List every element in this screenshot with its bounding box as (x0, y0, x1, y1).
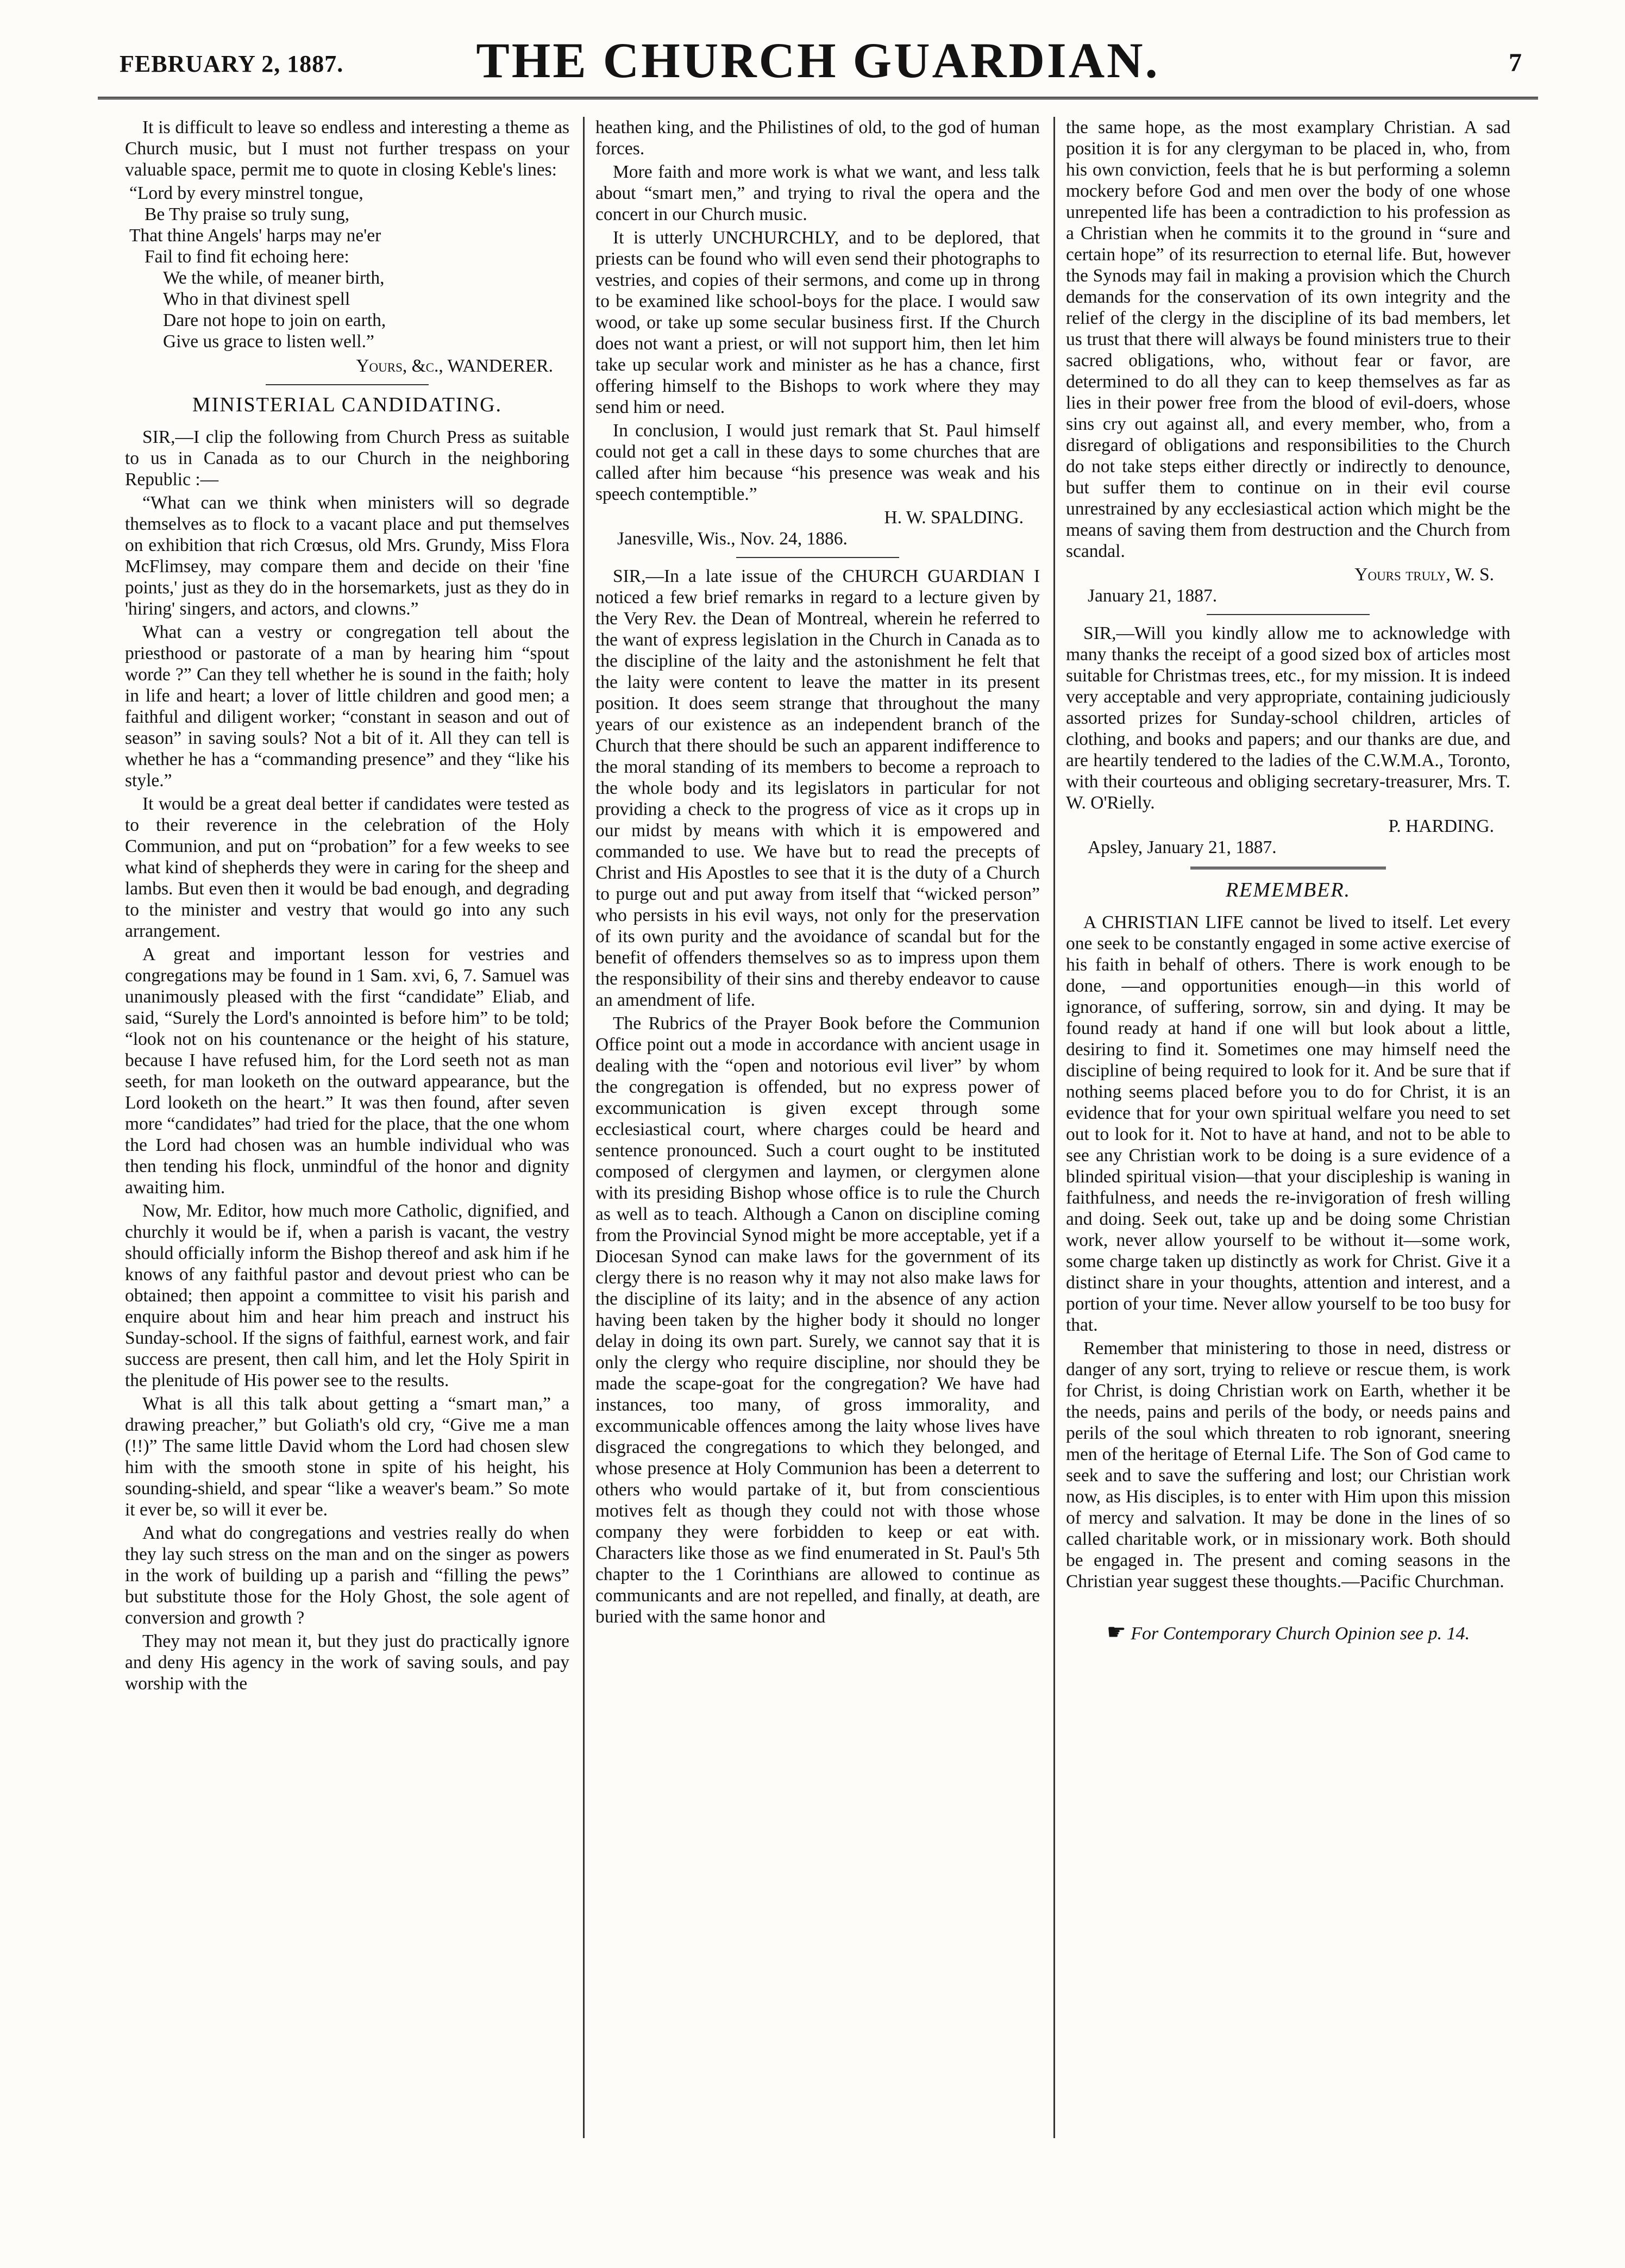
divider (266, 384, 429, 385)
poem-line: Dare not hope to join on earth, (163, 310, 386, 330)
footnote-text: For Contemporary Church Opinion see p. 14. (1131, 1624, 1470, 1644)
article-paragraph: And what do congregations and vestries really do when they lay such stress on the man and on the singer as powers in the work of building up a parish and “filling the pews” but substitute those for the Holy Ghost, the sole agent of conversion and growth ? (125, 1523, 569, 1628)
letter-paragraph: the same hope, as the most examplary Christian. A sad position it is for any clergyman to be placed in, who, from his own conviction, feels that he is but performing a solemn mockery before God and men over the body of one whose unrepented life has been a contradiction to his profession as a Christian when he commits it to the ground in “sure and certain hope” of its resurrection to eternal life. But, however the Synods may fail in making a provision which the Church demands for the conservation of its own integrity and the relief of the clergy in the discipline of its bad members, let us trust that there will always be found ministers true to their sacred obligations, who, without fear or favor, are determined to do all they can to keep themselves as far as lies in their power free from the blood of evil-doers, whose sins cry out against all, and every member, who, from a disregard of obligations and responsibilities to the Church do not take steps either directly or indirectly to denounce, but suffer them to continue on in their evil course unrestrained by any ecclesiastical action which might be the means of saving them from destruction and the Church from scandal. (1066, 117, 1510, 561)
article-paragraph: In conclusion, I would just remark that St. Paul himself could not get a call in these days to some churches that are called after him because “his presence was weak and his speech contemptible.” (595, 421, 1040, 504)
divider (1207, 614, 1370, 615)
article-paragraph: A CHRISTIAN LIFE cannot be lived to itself. Let every one seek to be constantly engaged in some active exercise of his faith in behalf of others. There is work enough to be done, —and opportunities enough—in this world of ignorance, of suffering, sorrow, sin and dying. It may be found ready at hand if one will but look about a little, desiring to find it. Sometimes one may himself need the discipline of being required to look for it. And be sure that if nothing seems placed before you to do for Christ, it is an evidence that for your own spiritual welfare you need to set out to look for it. Not to have at hand, and not to be able to see any Christian work to be doing is a sure evidence of a blinded spiritual vision—that your discipleship is waning in faithfulness, and needs the re-invigoration of fresh willing and doing. Seek out, take up and be doing some Christian work, never allow yourself to be without it—some work, some charge taken up distinctly as work for Christ. Give it a distinct share in your thoughts, attention and interest, and a portion of your time. Never allow yourself to be too busy for that. (1066, 912, 1510, 1335)
column-3 (1066, 117, 1510, 2138)
article-heading: MINISTERIAL CANDIDATING. (192, 393, 503, 416)
article-paragraph: More faith and more work is what we want, and less talk about “smart men,” and trying to rival the opera and the concert in our Church music. (595, 162, 1040, 224)
issue-date: FEBRUARY 2, 1887. (120, 51, 344, 77)
column-divider (583, 117, 585, 2138)
article-paragraph: “What can we think when ministers will so degrade themselves as to flock to a vacant place and put themselves on exhibition that rich Crœsus, old Mrs. Grundy, Miss Flora McFlimsey, may compare them and decide on their 'fine points,' just as they do in the horsemarkets, just as they do in 'hiring' singers, and actors, and clowns.” (125, 493, 569, 619)
poem-line: Be Thy praise so truly sung, (145, 204, 350, 224)
letter-paragraph: SIR,—In a late issue of the CHURCH GUARDIAN I noticed a few brief remarks in regard to a lecture given by the Very Rev. the Dean of Montreal, wherein he referred to the want of express legislation in the Church in Canada as to the discipline of the laity and the astonishment he felt that the laity were content to leave the matter in its present position. It does seem strange that throughout the many years of our existence as an independent branch of the Church that there should be such an apparent indifference to the moral standing of its members to become a reproach to the whole body and its legislators in particular for not providing a check to the progress of vice as it crops up in our midst by means with which it is empowered and commanded to use. We have but to read the precepts of Christ and His Apostles to see that it is the duty of a Church to purge out and put away from itself that “wicked person” who persists in his evil ways, not only for the preservation of its own purity and the avoidance of scandal but for the benefit of offenders themselves so as to impress upon them the responsibility of their sins and thereby endeavor to cause an amendment of life. (595, 566, 1040, 1010)
pointing-hand-icon: ☛ (1106, 1620, 1126, 1644)
signature: Yours, &c., WANDERER. (356, 356, 553, 376)
poem-line: Who in that divinest spell (163, 289, 350, 309)
poem-line: Give us grace to listen well.” (163, 331, 374, 352)
article-paragraph: What can a vestry or congregation tell about the priesthood or pastorate of a man by hearing him “spout worde ?” Can they tell whether he is sound in the faith; holy in life and heart; a lover of little children and good men; a faithful and diligent worker; “constant in season and out of season” in saving souls? Not a bit of it. All they can tell is whether he has a “commanding presence” and they “like his style.” (125, 622, 569, 791)
signature: P. HARDING. (1388, 816, 1494, 836)
article-paragraph: What is all this talk about getting a “smart man,” a drawing preacher,” but Goliath's old cry, “Give me a man (!!)” The same little David whom the Lord had chosen slew him with the smooth stone in spite of his height, his sounding-shield, and spear “like a weaver's beam.” So mote it ever be, so will it ever be. (125, 1394, 569, 1520)
article-paragraph: Now, Mr. Editor, how much more Catholic, dignified, and churchly it would be if, when a parish is vacant, the vestry should officially inform the Bishop thereof and ask him if he knows of any faithful pastor and devout priest who can be obtained; then appoint a committee to visit his parish and enquire about him and hear him preach and instruct his Sunday-school. If the signs of faithful, earnest work, and fair success are present, then call him, and let the Holy Spirit in the plenitude of His power see to the results. (125, 1201, 569, 1390)
footnote (1066, 1619, 1510, 1645)
keble-poem (125, 183, 569, 352)
poem-line: Fail to find fit echoing here: (145, 247, 349, 267)
letter-paragraph: The Rubrics of the Prayer Book before the Communion Office point out a mode in accordance with ancient usage in dealing with the “open and notorious evil liver” by whom the congregation is offended, but no express power of excommunication is given except through some ecclesiastical court, where charges could be heard and sentence pronounced. Such a court ought to be instituted composed of clergymen and laymen, or clergymen alone with its presiding Bishop whose office is to rule the Church as well as to teach. Although a Canon on discipline coming from the Provincial Synod might be more acceptable, yet if a Diocesan Synod can make laws for the government of its clergy there is no reason why it may not also make laws for the discipline of its laity; and in the absence of any action having been taken by the higher body it should no longer delay in doing its own part. Surely, we cannot say that it is only the clergy who require discipline, nor should they be made the scape-goat for the congregation? We have had instances, too many, of gross immorality, and excommunicable offences among the laity whose lives have disgraced the congregations to which they belonged, and whose presence at Holy Communion has been a deterrent to others who would partake of it, but from conscientious motives felt as though they could not with those whose company they were forbidden to keep or eat with. Characters like those as we find enumerated in St. Paul's 5th chapter to the 1 Corinthians are allowed to continue as communicants and are not repelled, and finally, at death, are buried with the same honor and (595, 1013, 1040, 1627)
article-paragraph: SIR,—I clip the following from Church Press as suitable to us in Canada as to our Church in the neighboring Republic :— (125, 427, 569, 490)
article-paragraph: They may not mean it, but they just do practically ignore and deny His agency in the work of saving souls, and pay worship with the (125, 1631, 569, 1694)
article-paragraph: It would be a great deal better if candidates were tested as to their reverence in the celebration of the Holy Communion, and put on “probation” for a few weeks to see what kind of shepherds they were in caring for the sheep and lambs. But even then it would be bad enough, and degrading to the minister and vestry that would go into any such arrangement. (125, 794, 569, 941)
article-paragraph: heathen king, and the Philistines of old, to the god of human forces. (595, 117, 1040, 159)
signature: H. W. SPALDING. (884, 508, 1024, 528)
letter-paragraph: SIR,—Will you kindly allow me to acknowledge with many thanks the receipt of a good sized box of articles most suitable for Christmas trees, etc., for my mission. It is indeed very acceptable and very appropriate, containing judiciously assorted prizes for Sunday-school children, articles of clothing, and books and papers; and our thanks are due, and are heartily tendered to the ladies of the C.W.M.A., Toronto, with their courteous and obliging secretary-treasurer, Mrs. T. W. O'Rielly. (1066, 623, 1510, 813)
article-paragraph: A great and important lesson for vestries and congregations may be found in 1 Sam. xvi, 6, 7. Samuel was unanimously pleased with the first “candidate” Eliab, and said, “Surely the Lord's annointed is before him” to be told; “look not on his countenance or the height of his stature, because I have refused him, for the Lord seeth not as man seeth, for man looketh on the outward appearance, but the Lord looketh on the heart.” It was then found, after seven more “candidates” had tried for the place, that the one whom the Lord had chosen was an humble individual who was then tending his flock, unmindful of the honor and dignity awaiting him. (125, 944, 569, 1198)
signature: Yours truly, W. S. (1354, 565, 1494, 585)
column-2 (595, 117, 1040, 2138)
column-1 (125, 117, 569, 2138)
article-paragraph: It is utterly UNCHURCHLY, and to be deplored, that priests can be found who will even send their photographs to vestries, and copies of their sermons, and come up in throng to be examined like school-boys for the place. I would saw wood, or take up some secular business first. If the Church does not want a priest, or will not support him, then let him take up secular work and minister as he has a chance, first offering himself to the Bishops to work where they may send him or need. (595, 228, 1040, 417)
poem-line: “Lord by every minstrel tongue, (129, 183, 363, 203)
article-paragraph: Remember that ministering to those in need, distress or danger of any sort, trying to relieve or rescue them, is work for Christ, is doing Christian work on Earth, whether it be the needs, pains and perils of the body, or needs pains and perils of the soul which threaten to rob ignorant, sneering men of the heritage of Eternal Life. The Son of God came to seek and to save the suffering and lost; our Christian work now, as His disciples, is to enter with Him upon this mission of mercy and salvation. It may be done in the lines of so called charitable work, or in missionary work. Both should be engaged in. The present and coming seasons in the Christian year suggest these thoughts.—Pacific Churchman. (1066, 1338, 1510, 1592)
masthead-rule (98, 97, 1538, 99)
divider (736, 557, 899, 558)
newspaper-title: THE CHURCH GUARDIAN. (476, 33, 1160, 88)
poem-line: That thine Angels' harps may ne'er (129, 225, 381, 246)
letter-paragraph: It is difficult to leave so endless and interesting a theme as Church music, but I must not further trespass on your valuable space, permit me to quote in closing Keble's lines: (125, 117, 569, 180)
dateline: Apsley, January 21, 1887. (1088, 837, 1277, 857)
page-number: 7 (1509, 48, 1522, 77)
column-divider (1053, 117, 1055, 2138)
double-divider (1190, 867, 1386, 869)
dateline: Janesville, Wis., Nov. 24, 1886. (617, 529, 848, 549)
dateline: January 21, 1887. (1088, 586, 1218, 606)
columns (125, 117, 1510, 2138)
poem-line: We the while, of meaner birth, (163, 268, 385, 288)
masthead (98, 28, 1538, 110)
article-heading: REMEMBER. (1225, 879, 1351, 901)
